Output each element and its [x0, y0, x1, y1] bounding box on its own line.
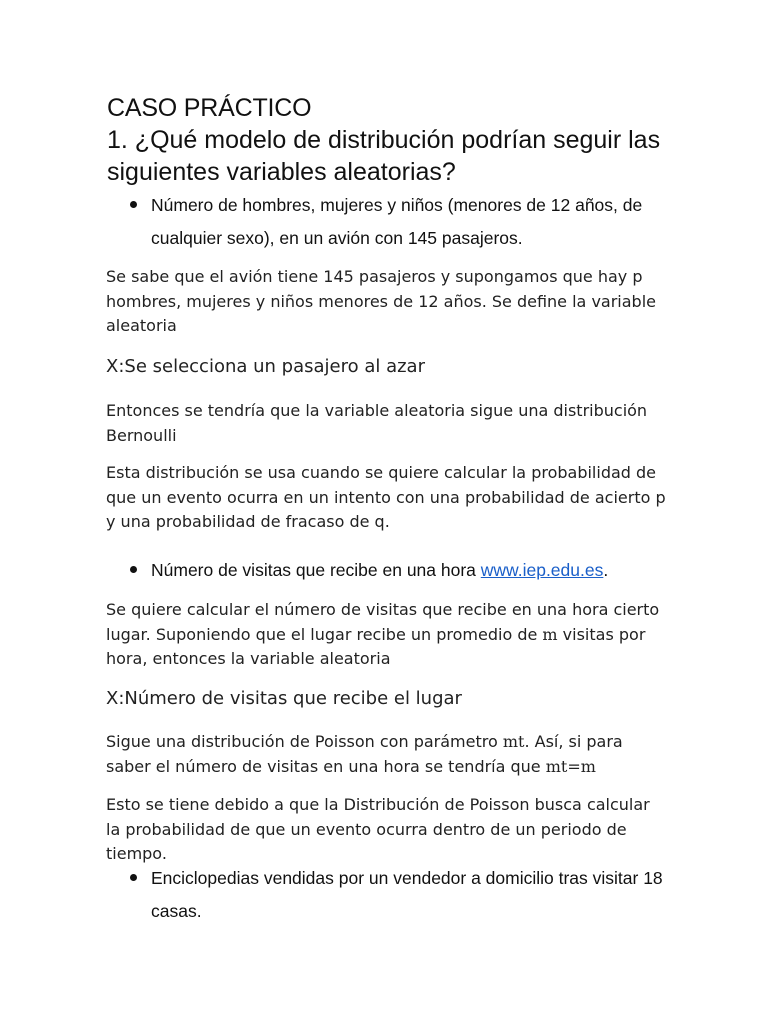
list-item-text-end: .: [603, 560, 609, 580]
paragraph-visits: [106, 598, 666, 672]
paragraph-poisson-explanation: Esto se tiene debido a que la Distribución de Poisson busca calcular la probabilidad de que un evento ocurra dentro de un periodo de tiempo.: [106, 795, 650, 863]
paragraph-airplane: Se sabe que el avión tiene 145 pasajeros y supongamos que hay p hombres, mujeres y niños menores de 12 años. Se define la variable aleatoria: [106, 267, 656, 335]
definition-x-passenger: X:Se selecciona un pasajero al azar: [106, 356, 425, 377]
list-item-text: Número de hombres, mujeres y niños (menores de 12 años, de cualquier sexo), en un avión con 145 pasajeros.: [151, 195, 643, 248]
paragraph-bernoulli: Entonces se tendría que la variable aleatoria sigue una distribución Bernoulli: [106, 401, 648, 445]
paragraph-poisson-middle: . Así, si para saber el número de visitas en una hora se tendría que: [106, 732, 623, 776]
paragraph-visits-start: Se quiere calcular el número de visitas que recibe en una hora cierto lugar. Suponiendo que el lugar recibe un promedio de: [106, 600, 660, 644]
list-item-text-start: Número de visitas que recibe en una hora: [151, 560, 481, 580]
math-mt: mt: [502, 732, 525, 751]
list-item-encyclopedias: [130, 862, 670, 928]
bullet-dot-icon: [130, 874, 137, 881]
website-link[interactable]: www.iep.edu.es: [480, 560, 604, 580]
list-item-text: Enciclopedias vendidas por un vendedor a domicilio tras visitar 18 casas.: [151, 868, 663, 921]
paragraph-poisson-start: Sigue una distribución de Poisson con parámetro: [106, 732, 503, 751]
list-item-visits: [130, 554, 670, 587]
page-title: CASO PRÁCTICO: [107, 94, 312, 122]
bullet-dot-icon: [130, 566, 137, 573]
list-item-passengers: [130, 189, 670, 255]
bullet-dot-icon: [130, 201, 137, 208]
paragraph-visits-end: visitas por hora, entonces la variable aleatoria: [106, 624, 646, 668]
math-m: m: [542, 624, 558, 644]
definition-x-visits: X:Número de visitas que recibe el lugar: [106, 688, 462, 709]
math-equation: mt=m: [545, 756, 596, 776]
paragraph-poisson: [106, 730, 666, 779]
paragraph-bernoulli-explanation: Esta distribución se usa cuando se quiere calcular la probabilidad de que un evento ocurra en un intento con una probabilidad de acierto p y una probabilidad de fracaso de q.: [106, 463, 666, 531]
question-heading: 1. ¿Qué modelo de distribución podrían seguir las siguientes variables aleatorias?: [107, 126, 661, 186]
list-item-text: [130, 554, 670, 587]
